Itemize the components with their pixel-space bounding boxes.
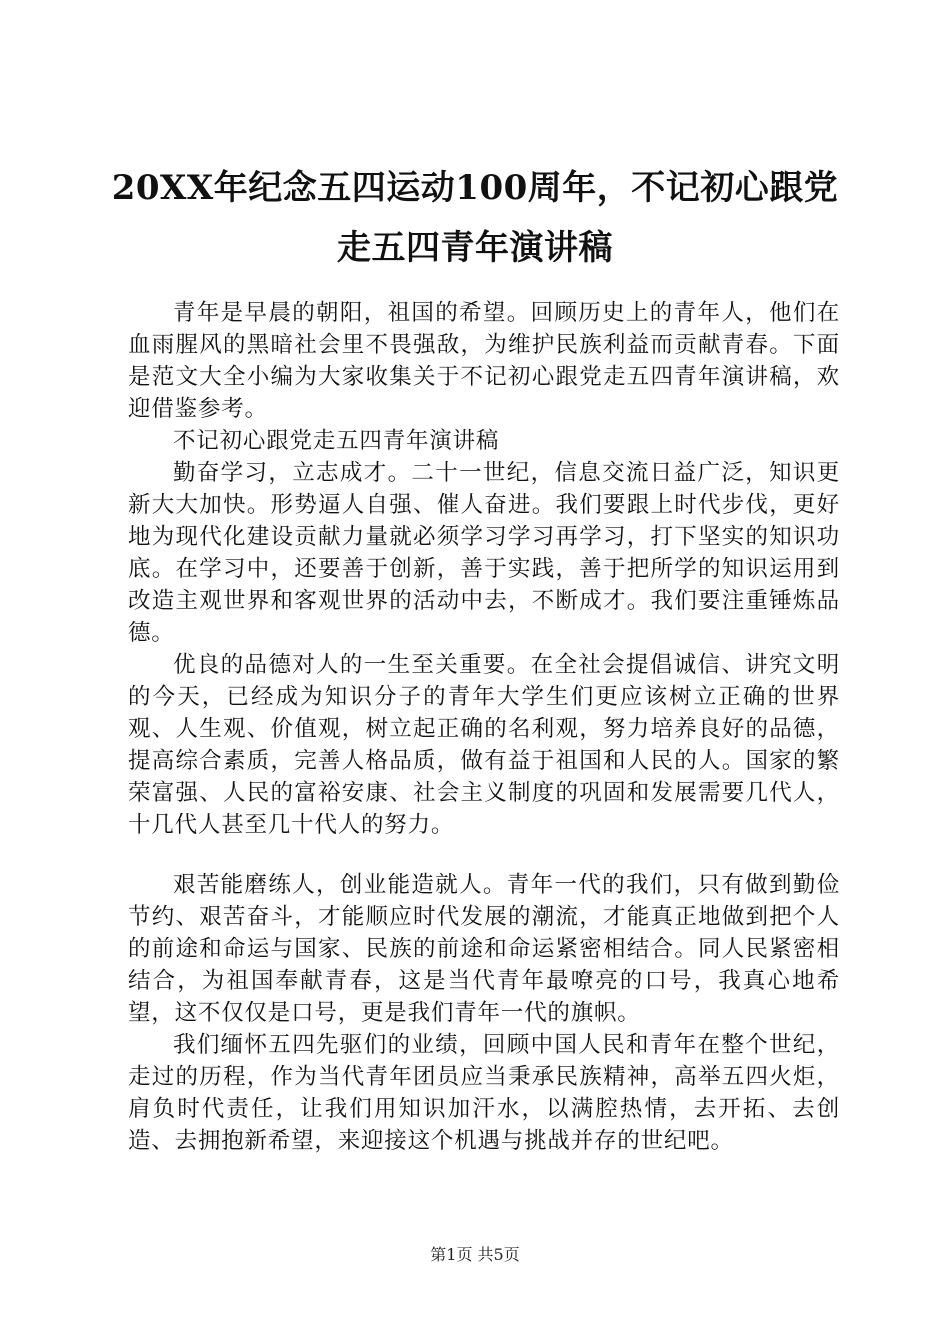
paragraph-subtitle: 不记初心跟党走五四青年演讲稿 [173, 428, 500, 454]
paragraph-hardship: 艰苦能磨练人，创业能造就人。青年一代的我们，只有做到勤俭节约、艰苦奋斗，才能顺应时代发展的潮流，才能真正地做到把个人的前途和命运与国家、民族的前途和命运紧密相结合。同人民紧密相结合，为祖国奉献青春，这是当代青年最嘹亮的口号，我真心地希望，这不仅仅是口号，更是我们青年一代的旗帜。 [128, 872, 840, 1026]
title-line-2: 走五四青年演讲稿 [337, 228, 613, 268]
document-title [100, 158, 850, 278]
document-body [128, 297, 840, 1157]
paragraph-conclusion: 我们缅怀五四先驱们的业绩，回顾中国人民和青年在整个世纪，走过的历程，作为当代青年团员应当秉承民族精神，高举五四火炬，肩负时代责任，让我们用知识加汗水，以满腔热情，去开拓、去创造、去拥抱新希望，来迎接这个机遇与挑战并存的世纪吧。 [128, 1032, 840, 1154]
paragraph-study: 勤奋学习，立志成才。二十一世纪，信息交流日益广泛，知识更新大大加快。形势逼人自强、催人奋进。我们要跟上时代步伐，更好地为现代化建设贡献力量就必须学习学习再学习，打下坚实的知识功底。在学习中，还要善于创新，善于实践，善于把所学的知识运用到改造主观世界和客观世界的活动中去，不断成才。我们要注重锤炼品德。 [128, 460, 840, 646]
page-footer: 第1页 共5页 [430, 1245, 520, 1264]
paragraph-virtue: 优良的品德对人的一生至关重要。在全社会提倡诚信、讲究文明的今天，已经成为知识分子的青年大学生们更应该树立正确的世界观、人生观、价值观，树立起正确的名利观，努力培养良好的品德，提高综合素质，完善人格品质，做有益于祖国和人民的人。国家的繁荣富强、人民的富裕安康、社会主义制度的巩固和发展需要几代人，十几代人甚至几十代人的努力。 [128, 652, 840, 838]
paragraph-intro: 青年是早晨的朝阳，祖国的希望。回顾历史上的青年人，他们在血雨腥风的黑暗社会里不畏强敌，为维护民族利益而贡献青春。下面是范文大全小编为大家收集关于不记初心跟党走五四青年演讲稿，欢迎借鉴参考。 [128, 300, 840, 422]
title-line-1: 20XX年纪念五四运动100周年，不记初心跟党 [111, 168, 839, 208]
